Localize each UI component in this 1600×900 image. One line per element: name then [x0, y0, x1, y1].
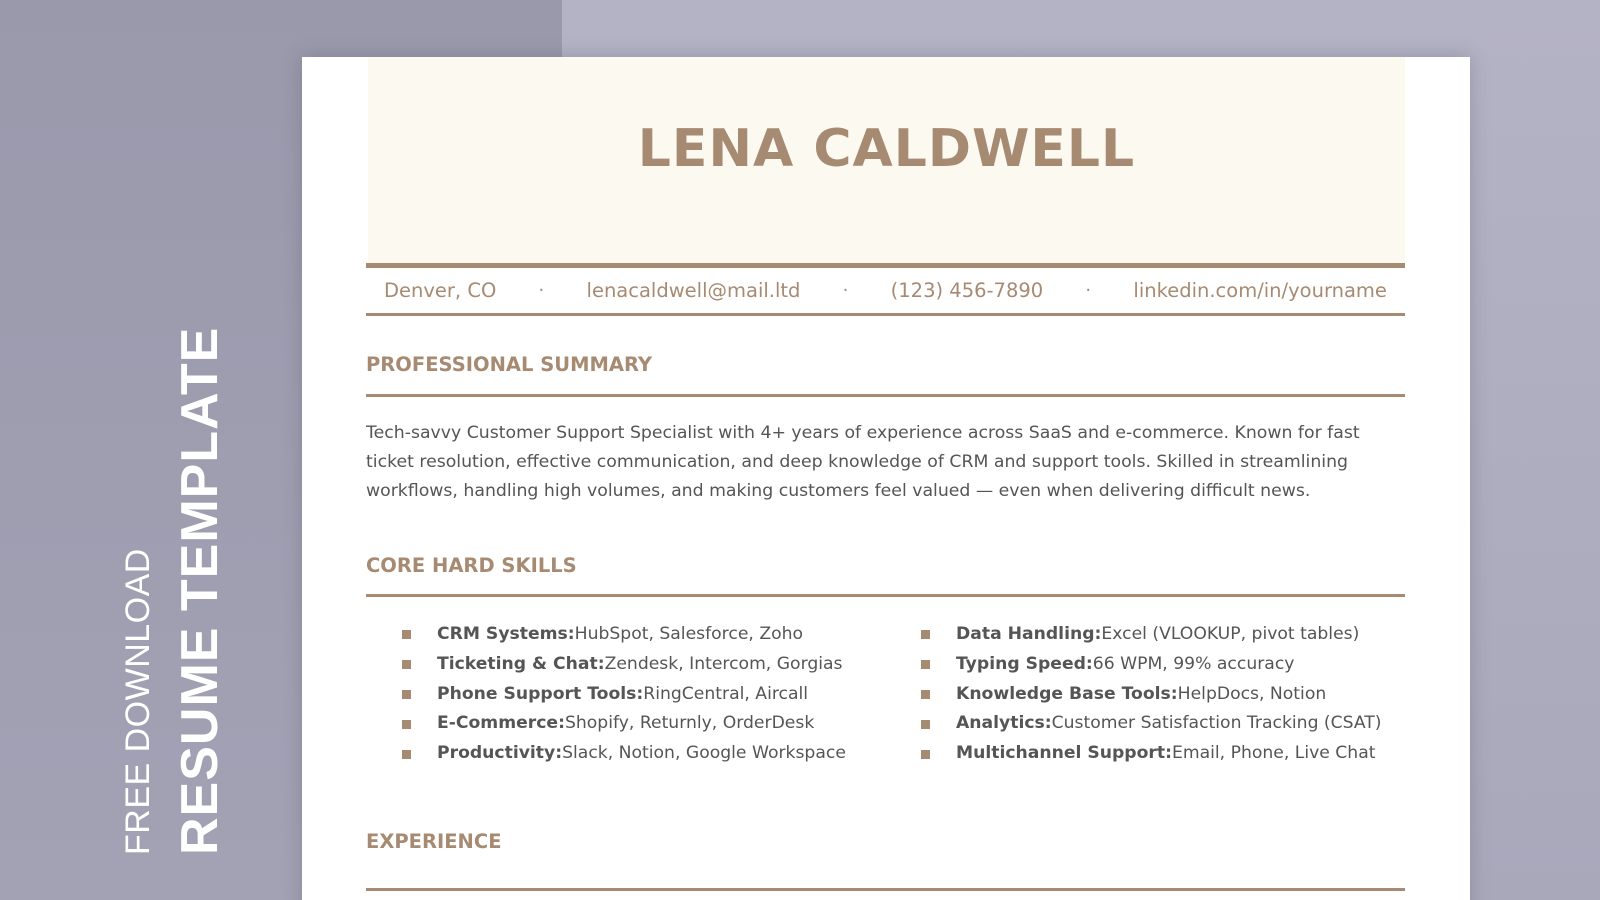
experience-divider — [366, 888, 1405, 891]
skill-key: Knowledge Base Tools: — [956, 683, 1178, 704]
skill-key: Typing Speed: — [956, 653, 1093, 674]
skill-key: Multichannel Support: — [956, 743, 1172, 764]
contact-bar — [366, 263, 1405, 316]
contact-separator: · — [1085, 280, 1092, 301]
square-bullet-icon — [402, 660, 411, 669]
square-bullet-icon — [921, 630, 930, 639]
contact-separator: · — [842, 280, 849, 301]
free-download-label: FREE DOWNLOAD — [119, 548, 157, 855]
skill-value: Excel (VLOOKUP, pivot tables) — [1101, 624, 1360, 644]
list-item — [921, 680, 1401, 710]
skill-key: E-Commerce: — [437, 713, 565, 734]
resume-template-label: RESUME TEMPLATE — [171, 326, 229, 855]
skill-value: Zendesk, Intercom, Gorgias — [604, 653, 843, 674]
summary-text: Tech-savvy Customer Support Specialist with 4+ years of experience across SaaS and e-commerce. Known for fast ticket resolution, effective communication, and deep knowledge of CRM and support tools. Skilled in streamlining workflows, handling high volumes, and making customers feel valued — even when delivering difficult news. — [366, 423, 1360, 501]
list-item — [402, 650, 921, 680]
skill-value: Slack, Notion, Google Workspace — [562, 743, 846, 764]
skill-value: Email, Phone, Live Chat — [1171, 743, 1376, 764]
summary-heading: PROFESSIONAL SUMMARY — [366, 353, 653, 376]
square-bullet-icon — [402, 630, 411, 639]
skill-value: HelpDocs, Notion — [1177, 683, 1327, 704]
list-item — [921, 620, 1401, 650]
square-bullet-icon — [402, 690, 411, 699]
skill-key: Phone Support Tools: — [437, 683, 644, 704]
list-item — [402, 680, 921, 710]
skill-key: CRM Systems: — [437, 624, 575, 644]
list-item — [921, 709, 1401, 739]
skill-value: RingCentral, Aircall — [643, 683, 809, 704]
skill-key: Analytics: — [956, 713, 1052, 734]
list-item — [921, 650, 1401, 680]
skills-heading: CORE HARD SKILLS — [366, 554, 577, 577]
square-bullet-icon — [921, 660, 930, 669]
contact-location: Denver, CO — [384, 279, 497, 302]
square-bullet-icon — [921, 720, 930, 729]
contact-linkedin: linkedin.com/in/yourname — [1133, 279, 1387, 302]
contact-phone: (123) 456-7890 — [890, 279, 1044, 302]
skill-value: Shopify, Returnly, OrderDesk — [564, 713, 815, 734]
square-bullet-icon — [921, 690, 930, 699]
contact-separator: · — [538, 280, 545, 301]
candidate-name: LENA CALDWELL — [637, 119, 1136, 179]
list-item — [402, 709, 921, 739]
skills-list — [402, 620, 1402, 769]
contact-email: lenacaldwell@mail.ltd — [586, 279, 801, 302]
square-bullet-icon — [402, 750, 411, 759]
skill-key: Ticketing & Chat: — [437, 653, 605, 674]
header-band — [368, 57, 1405, 263]
summary-divider — [366, 394, 1405, 397]
skill-value: Customer Satisfaction Tracking (CSAT) — [1051, 713, 1382, 734]
square-bullet-icon — [402, 720, 411, 729]
list-item — [402, 620, 921, 650]
square-bullet-icon — [921, 750, 930, 759]
skill-key: Data Handling: — [956, 624, 1102, 644]
experience-heading: EXPERIENCE — [366, 830, 502, 853]
skill-value: 66 WPM, 99% accuracy — [1092, 653, 1295, 674]
resume-page — [302, 57, 1470, 900]
skill-key: Productivity: — [437, 743, 563, 764]
list-item — [921, 739, 1401, 769]
list-item — [402, 739, 921, 769]
skill-value: HubSpot, Salesforce, Zoho — [574, 624, 804, 644]
skills-column-left — [402, 620, 921, 769]
skills-column-right — [921, 620, 1401, 769]
skills-divider — [366, 594, 1405, 597]
